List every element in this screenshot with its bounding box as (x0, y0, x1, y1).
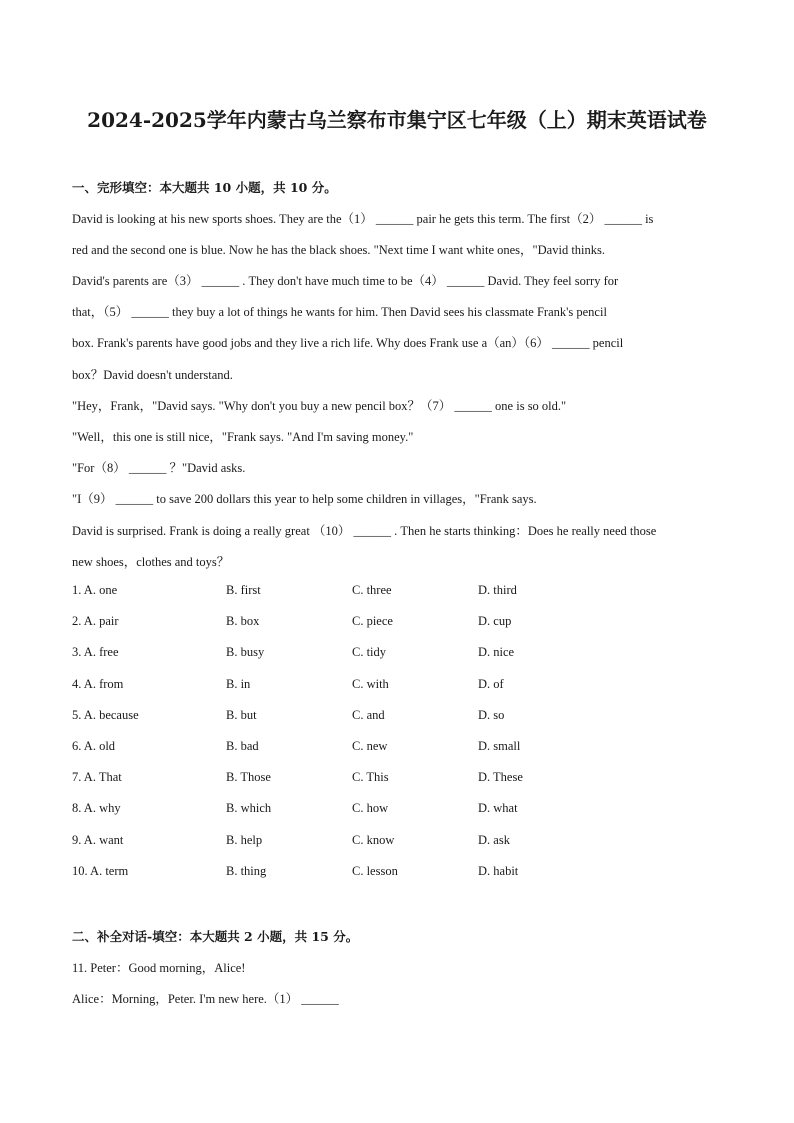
option-d: D. ask (478, 833, 510, 847)
option-d: D. nice (478, 645, 515, 659)
option-c: C. piece (352, 614, 393, 628)
option-a: 10. A. term (72, 864, 129, 878)
passage-line: "Well，this one is still nice，"Frank says. "And I'm saving money." (72, 430, 414, 444)
option-b: B. Those (226, 770, 271, 784)
option-c: C. tidy (352, 645, 387, 659)
option-b: B. in (226, 677, 251, 691)
option-c: C. This (352, 770, 389, 784)
passage-line: "I（9） ______ to save 200 dollars this year to help some children in villages，"Frank says. (72, 492, 537, 506)
passage-line: new shoes，clothes and toys？ (72, 555, 230, 569)
passage-line: David's parents are（3） ______ . They don't have much time to be（4） ______ David. They feel sorry for (72, 274, 619, 288)
option-c: C. lesson (352, 864, 398, 878)
passage-line: "Hey，Frank，"David says. "Why don't you buy a new pencil box？（7） ______ one is so old." (72, 399, 567, 413)
section-heading-cloze: 一、完形填空：本大题共 10 小题，共 10 分。 (72, 180, 337, 195)
option-b: B. thing (226, 864, 267, 878)
dialogue-line: 11. Peter：Good morning，Alice! (72, 961, 246, 975)
option-d: D. of (478, 677, 504, 691)
option-c: C. know (352, 833, 395, 847)
option-a: 5. A. because (72, 708, 139, 722)
passage-line: "For（8） ______ ？"David asks. (72, 461, 246, 475)
option-b: B. box (226, 614, 260, 628)
passage-line: David is looking at his new sports shoes. They are the（1） ______ pair he gets this term. The first（2） ______ is (72, 212, 654, 226)
option-d: D. third (478, 583, 517, 597)
option-a: 3. A. free (72, 645, 119, 659)
option-d: D. cup (478, 614, 512, 628)
option-c: C. how (352, 801, 389, 815)
dialogue-line: Alice：Morning，Peter. I'm new here.（1） ______ (72, 992, 339, 1006)
section-heading-dialogue: 二、补全对话-填空：本大题共 2 小题，共 15 分。 (72, 929, 359, 944)
option-b: B. but (226, 708, 257, 722)
option-d: D. what (478, 801, 518, 815)
option-a: 9. A. want (72, 833, 124, 847)
option-b: B. which (226, 801, 272, 815)
passage-line: box？David doesn't understand. (72, 368, 233, 382)
option-d: D. habit (478, 864, 519, 878)
option-d: D. so (478, 708, 505, 722)
option-c: C. three (352, 583, 392, 597)
option-b: B. first (226, 583, 261, 597)
option-a: 4. A. from (72, 677, 124, 691)
passage-line: red and the second one is blue. Now he has the black shoes. "Next time I want white ones，"David thinks. (72, 243, 606, 257)
option-a: 6. A. old (72, 739, 116, 753)
option-a: 7. A. That (72, 770, 122, 784)
option-c: C. new (352, 739, 388, 753)
option-d: D. These (478, 770, 523, 784)
passage-line: that，（5） ______ they buy a lot of things he wants for him. Then David sees his classmate Frank's pencil (72, 305, 607, 319)
passage-line: David is surprised. Frank is doing a really great （10） ______ . Then he starts thinking：Does he really need those (72, 524, 657, 538)
option-a: 8. A. why (72, 801, 121, 815)
passage-line: box. Frank's parents have good jobs and they live a rich life. Why does Frank use a（an）（6） ______ pencil (72, 336, 624, 350)
option-c: C. and (352, 708, 385, 722)
option-b: B. busy (226, 645, 265, 659)
option-c: C. with (352, 677, 389, 691)
option-d: D. small (478, 739, 521, 753)
option-b: B. bad (226, 739, 259, 753)
option-a: 2. A. pair (72, 614, 119, 628)
option-b: B. help (226, 833, 263, 847)
option-a: 1. A. one (72, 583, 118, 597)
page-title: 2024-2025学年内蒙古乌兰察布市集宁区七年级（上）期末英语试卷 (87, 108, 707, 132)
